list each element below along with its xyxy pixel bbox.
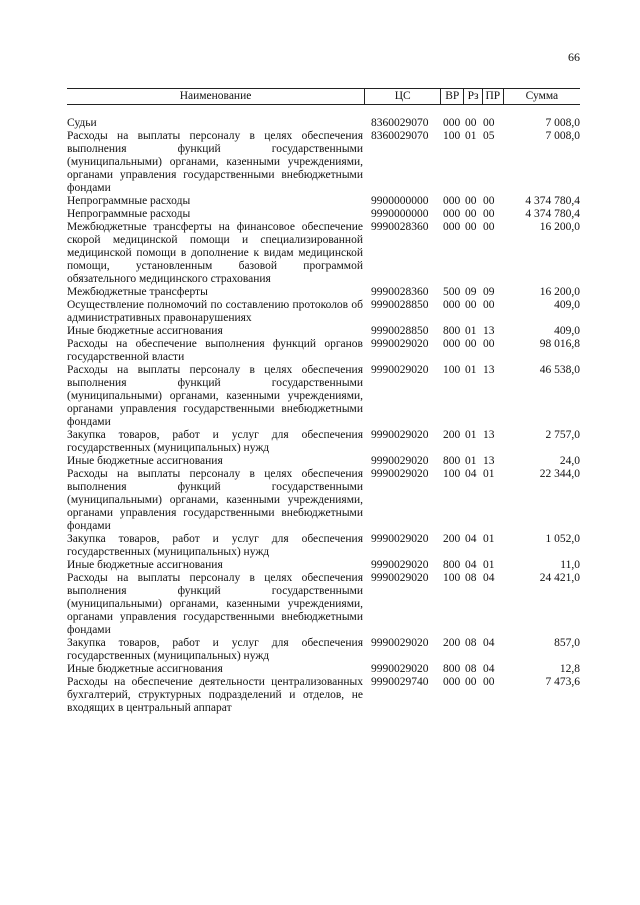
row-pr: 00 [483,338,495,350]
row-cs: 9990029020 [371,338,429,350]
page-number: 66 [568,50,580,64]
row-name: Межбюджетные трансферты на финансовое обеспечение скорой медицинской помощи и специализированной медицинской помощи в дополнение к видам медицинской помощи, установленным базовой программой обязательного медицинского страхования [67,221,363,285]
table-row [67,572,580,637]
row-rz: 08 [465,663,477,675]
table-row [67,559,580,572]
row-vr: 000 [443,117,461,129]
row-rz: 01 [465,364,477,376]
row-pr: 00 [483,299,495,311]
row-cs: 9990028850 [371,325,429,337]
row-name: Закупка товаров, работ и услуг для обеспечения государственных (муниципальных) нужд [67,637,363,662]
row-cs: 9990029020 [371,663,429,675]
row-cs: 9990029020 [371,637,429,649]
row-rz: 00 [465,117,477,129]
row-pr: 04 [483,572,495,584]
row-sum: 7 473,6 [545,676,580,688]
row-name: Иные бюджетные ассигнования [67,325,223,337]
table-row [67,195,580,208]
row-cs: 9990029020 [371,429,429,441]
row-vr: 000 [443,208,461,220]
header-cs: ЦС [364,89,440,104]
row-pr: 01 [483,559,495,571]
row-pr: 13 [483,429,495,441]
row-name: Расходы на выплаты персоналу в целях обеспечения выполнения функций государственными (муниципальными) органами, казенными учреждениями, органами управления государственными внебюджетными фондами [67,364,363,428]
row-name: Иные бюджетные ассигнования [67,455,223,467]
row-pr: 13 [483,325,495,337]
row-name: Иные бюджетные ассигнования [67,663,223,675]
row-cs: 9990028360 [371,221,429,233]
row-cs: 9990029020 [371,455,429,467]
row-name: Непрограммные расходы [67,208,191,220]
row-rz: 04 [465,559,477,571]
row-sum: 4 374 780,4 [525,195,580,207]
row-pr: 04 [483,663,495,675]
header-rz: Рз [463,89,482,104]
row-rz: 00 [465,676,477,688]
row-cs: 8360029070 [371,117,429,129]
row-name: Закупка товаров, работ и услуг для обеспечения государственных (муниципальных) нужд [67,533,363,558]
row-vr: 100 [443,364,461,376]
row-sum: 16 200,0 [539,286,580,298]
table-row [67,468,580,533]
row-sum: 16 200,0 [539,221,580,233]
row-rz: 01 [465,429,477,441]
row-pr: 00 [483,208,495,220]
row-name: Осуществление полномочий по составлению протоколов об административных правонарушениях [67,299,363,324]
row-sum: 4 374 780,4 [525,208,580,220]
table-row [67,429,580,455]
header-name: Наименование [179,90,252,102]
row-vr: 000 [443,195,461,207]
row-sum: 7 008,0 [545,130,580,142]
row-sum: 22 344,0 [539,468,580,480]
row-cs: 9990029020 [371,572,429,584]
row-cs: 9990029020 [371,364,429,376]
row-vr: 800 [443,559,461,571]
row-name: Расходы на выплаты персоналу в целях обеспечения выполнения функций государственными (муниципальными) органами, казенными учреждениями, органами управления государственными внебюджетными фондами [67,130,363,194]
row-cs: 8360029070 [371,130,429,142]
row-pr: 05 [483,130,495,142]
row-pr: 01 [483,468,495,480]
table-row [67,299,580,325]
row-sum: 46 538,0 [539,364,580,376]
row-sum: 409,0 [554,299,580,311]
row-cs: 9990000000 [371,208,429,220]
row-pr: 01 [483,533,495,545]
row-cs: 9990029020 [371,533,429,545]
table-body [67,117,580,715]
budget-table [67,88,580,715]
row-rz: 00 [465,208,477,220]
row-name: Расходы на выплаты персоналу в целях обеспечения выполнения функций государственными (муниципальными) органами, казенными учреждениями, органами управления государственными внебюджетными фондами [67,468,363,532]
row-rz: 01 [465,325,477,337]
row-name: Расходы на обеспечение деятельности централизованных бухгалтерий, структурных подразделений и отделов, не входящих в центральный аппарат [67,676,363,714]
row-vr: 200 [443,533,461,545]
table-row [67,364,580,429]
row-vr: 100 [443,130,461,142]
row-vr: 000 [443,676,461,688]
row-rz: 01 [465,455,477,467]
row-vr: 100 [443,572,461,584]
table-row [67,130,580,195]
row-pr: 04 [483,637,495,649]
row-cs: 9900000000 [371,195,429,207]
table-row [67,221,580,286]
table-row [67,533,580,559]
row-rz: 00 [465,338,477,350]
row-vr: 000 [443,338,461,350]
row-name: Непрограммные расходы [67,195,191,207]
row-vr: 500 [443,286,461,298]
row-rz: 09 [465,286,477,298]
row-pr: 00 [483,676,495,688]
row-sum: 7 008,0 [545,117,580,129]
row-vr: 000 [443,221,461,233]
row-rz: 01 [465,130,477,142]
row-pr: 13 [483,455,495,467]
row-cs: 9990029020 [371,468,429,480]
row-rz: 00 [465,221,477,233]
table-row [67,637,580,663]
row-rz: 08 [465,637,477,649]
table-row [67,676,580,715]
row-vr: 200 [443,429,461,441]
row-pr: 00 [483,117,495,129]
row-vr: 000 [443,299,461,311]
table-row [67,338,580,364]
row-pr: 09 [483,286,495,298]
row-name: Судьи [67,117,97,129]
row-sum: 2 757,0 [545,429,580,441]
row-rz: 00 [465,195,477,207]
row-sum: 857,0 [554,637,580,649]
row-name: Расходы на обеспечение выполнения функций органов государственной власти [67,338,363,363]
row-pr: 13 [483,364,495,376]
row-sum: 409,0 [554,325,580,337]
table-row [67,663,580,676]
row-cs: 9990028360 [371,286,429,298]
row-cs: 9990029740 [371,676,429,688]
row-name: Межбюджетные трансферты [67,286,208,298]
row-pr: 00 [483,221,495,233]
header-pr: ПР [482,89,503,104]
row-vr: 800 [443,325,461,337]
row-sum: 1 052,0 [545,533,580,545]
row-vr: 800 [443,663,461,675]
row-name: Закупка товаров, работ и услуг для обеспечения государственных (муниципальных) нужд [67,429,363,454]
row-rz: 08 [465,572,477,584]
table-row [67,286,580,299]
header-sum: Сумма [503,89,580,104]
row-rz: 04 [465,533,477,545]
row-sum: 24 421,0 [539,572,580,584]
row-cs: 9990028850 [371,299,429,311]
row-name: Иные бюджетные ассигнования [67,559,223,571]
row-sum: 24,0 [559,455,580,467]
row-vr: 200 [443,637,461,649]
table-row [67,208,580,221]
table-header [67,88,580,105]
row-sum: 98 016,8 [539,338,580,350]
row-vr: 100 [443,468,461,480]
table-row [67,117,580,130]
table-row [67,325,580,338]
row-sum: 11,0 [560,559,580,571]
row-cs: 9990029020 [371,559,429,571]
row-vr: 800 [443,455,461,467]
row-name: Расходы на выплаты персоналу в целях обеспечения выполнения функций государственными (муниципальными) органами, казенными учреждениями, органами управления государственными внебюджетными фондами [67,572,363,636]
row-rz: 04 [465,468,477,480]
table-row [67,455,580,468]
header-vr: ВР [440,89,463,104]
row-pr: 00 [483,195,495,207]
row-rz: 00 [465,299,477,311]
row-sum: 12,8 [559,663,580,675]
